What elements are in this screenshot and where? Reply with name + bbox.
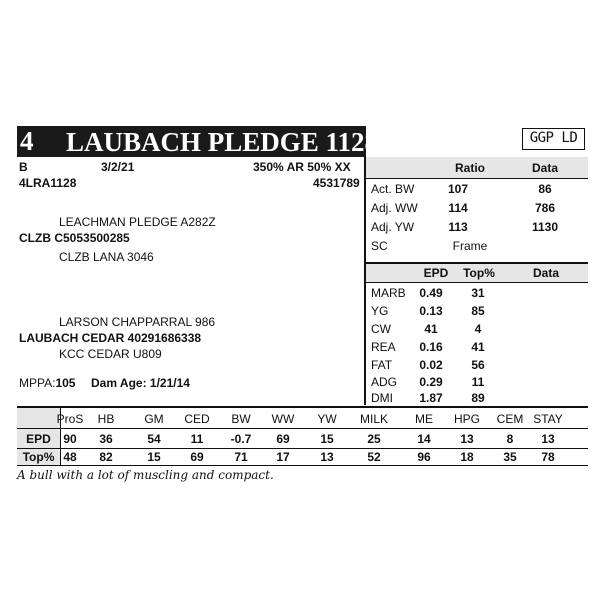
carcass-top: 31 xyxy=(471,286,485,300)
top-percent-value: 71 xyxy=(234,450,248,464)
dam-age-label: Dam Age: xyxy=(91,376,147,390)
ratio-bottom-line xyxy=(366,262,588,264)
carcass-top: 85 xyxy=(471,304,485,318)
carcass-top-header: Top% xyxy=(463,266,495,280)
registration: 4531789 xyxy=(313,176,360,190)
birth-date: 3/2/21 xyxy=(101,160,135,174)
dam: LAUBACH CEDAR 40291686338 xyxy=(19,331,202,345)
epd-col-header: BW xyxy=(231,412,251,426)
mppa-label: MPPA: xyxy=(19,376,56,390)
carcass-label: CW xyxy=(371,322,391,336)
tattoo: 4LRA1128 xyxy=(19,176,77,190)
epd-col-header: YW xyxy=(317,412,337,426)
ratio-value: 113 xyxy=(448,220,468,234)
epd-value: 36 xyxy=(99,432,113,446)
dam-age-value: 1/21/14 xyxy=(149,376,190,390)
epd-table-bottom-line xyxy=(17,465,588,466)
right-panel-divider xyxy=(364,157,366,405)
carcass-top: 89 xyxy=(471,391,485,405)
frame-label: Frame xyxy=(452,239,488,253)
sex: B xyxy=(19,160,28,174)
ratio-data: 1130 xyxy=(531,220,559,234)
ratio-header-line xyxy=(366,178,588,179)
epd-col-header: CED xyxy=(184,412,210,426)
top-percent-value: 69 xyxy=(190,450,204,464)
carcass-top: 11 xyxy=(471,375,485,389)
animal-name: LAUBACH PLEDGE 1128 xyxy=(66,127,379,157)
sire-sire: LEACHMAN PLEDGE A282Z xyxy=(59,215,216,229)
epd-value: 90 xyxy=(63,432,77,446)
comment: A bull with a lot of muscling and compact. xyxy=(17,468,274,482)
carcass-label: DMI xyxy=(371,391,393,405)
ratio-label: Act. BW xyxy=(371,182,415,196)
ratio-data-header: Data xyxy=(531,161,558,175)
breeder-code: GGP LD xyxy=(522,128,585,150)
ratio-label: SC xyxy=(371,239,388,253)
carcass-epd: 0.16 xyxy=(419,340,443,354)
epd-value: 13 xyxy=(541,432,555,446)
top-percent-value: 35 xyxy=(503,450,517,464)
ratio-data: 786 xyxy=(534,201,556,215)
top-percent-value: 17 xyxy=(276,450,290,464)
epd-table-row-line xyxy=(17,448,588,449)
sire-dam: CLZB LANA 3046 xyxy=(59,250,154,264)
carcass-top: 4 xyxy=(474,322,482,336)
carcass-header-line xyxy=(366,282,588,283)
epd-col-header: ME xyxy=(415,412,433,426)
epd-value: 13 xyxy=(460,432,474,446)
top-percent-value: 15 xyxy=(147,450,161,464)
ratio-value: 107 xyxy=(447,182,469,196)
carcass-top: 56 xyxy=(471,358,485,372)
carcass-epd: 0.29 xyxy=(419,375,443,389)
top-percent-value: 96 xyxy=(417,450,431,464)
top-percent-value: 82 xyxy=(99,450,113,464)
ratio-header: Ratio xyxy=(455,161,485,175)
epd-col-header: GM xyxy=(144,412,164,426)
carcass-epd: 41 xyxy=(424,322,438,336)
title-bar xyxy=(17,126,379,157)
epd-value: 8 xyxy=(506,432,514,446)
epd-value: 69 xyxy=(276,432,290,446)
top-row-label: Top% xyxy=(22,450,55,464)
mppa-value: 105 xyxy=(55,376,76,390)
sire: CLZB C5053500285 xyxy=(19,231,130,245)
epd-value: 11 xyxy=(190,432,204,446)
ratio-label: Adj. YW xyxy=(371,220,415,234)
epd-value: 54 xyxy=(147,432,161,446)
dam-age xyxy=(91,376,190,390)
epd-row-label: EPD xyxy=(26,432,51,446)
dam-dam: KCC CEDAR U809 xyxy=(59,347,162,361)
carcass-label: YG xyxy=(371,304,389,318)
carcass-label: MARB xyxy=(371,286,406,300)
top-percent-value: 13 xyxy=(320,450,334,464)
carcass-epd: 0.49 xyxy=(419,286,443,300)
epd-value: 14 xyxy=(417,432,431,446)
ratio-value: 114 xyxy=(448,201,468,215)
carcass-label: ADG xyxy=(371,375,398,389)
dam-sire: LARSON CHAPPARRAL 986 xyxy=(59,315,216,329)
ratio-label: Adj. WW xyxy=(371,201,418,215)
epd-value: 15 xyxy=(320,432,334,446)
carcass-label: REA xyxy=(371,340,396,354)
epd-col-header: HPG xyxy=(453,412,480,426)
breed-percent: 350% AR 50% XX xyxy=(253,160,351,174)
epd-value: 25 xyxy=(367,432,381,446)
carcass-data-header: Data xyxy=(532,266,559,280)
carcass-epd: 0.13 xyxy=(419,304,443,318)
top-percent-value: 48 xyxy=(63,450,77,464)
mppa xyxy=(19,376,75,390)
epd-col-header: CEM xyxy=(496,412,524,426)
epd-col-header: HB xyxy=(97,412,115,426)
top-percent-value: 78 xyxy=(541,450,555,464)
carcass-epd-header: EPD xyxy=(423,266,449,280)
epd-table-top-line xyxy=(17,406,588,408)
epd-col-header: ProS xyxy=(56,412,84,426)
carcass-epd: 1.87 xyxy=(419,391,443,405)
top-percent-value: 52 xyxy=(367,450,381,464)
top-percent-value: 18 xyxy=(460,450,474,464)
carcass-label: FAT xyxy=(371,358,393,372)
lot-number: 4 xyxy=(20,126,34,156)
lot-card xyxy=(17,126,588,466)
epd-col-header: MILK xyxy=(359,412,388,426)
carcass-top: 41 xyxy=(471,340,485,354)
epd-col-header: STAY xyxy=(533,412,563,426)
epd-table-header-line xyxy=(17,428,588,429)
ratio-data: 86 xyxy=(538,182,552,196)
epd-value: -0.7 xyxy=(230,432,252,446)
epd-col-header: WW xyxy=(271,412,295,426)
carcass-epd: 0.02 xyxy=(419,358,443,372)
